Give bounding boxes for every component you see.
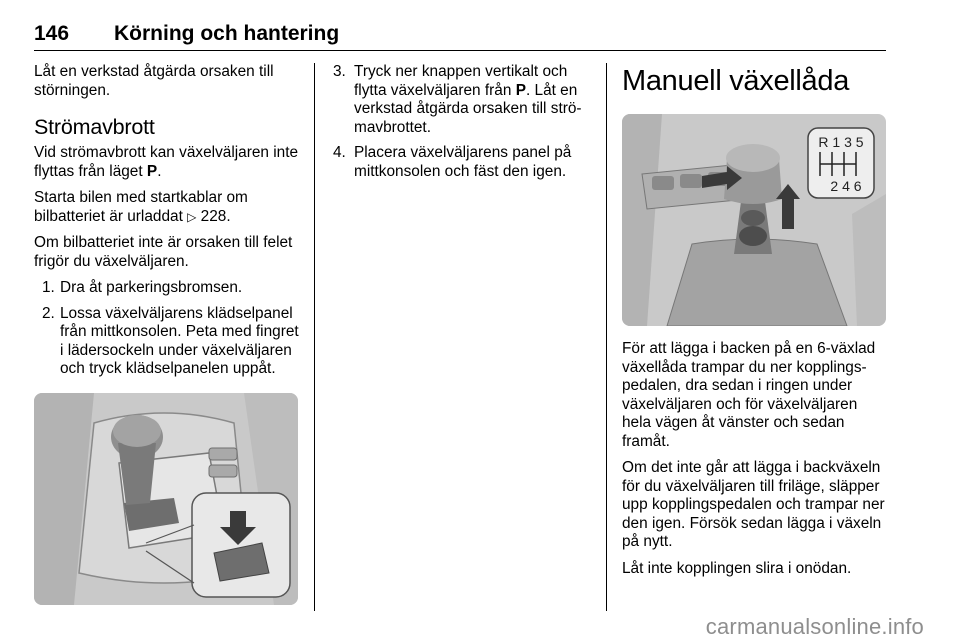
page-number: 146 — [34, 22, 70, 45]
column-3 — [622, 60, 886, 586]
page-reference[interactable]: 228. — [200, 207, 231, 225]
release-selector-paragraph: Om bilbatteriet inte är orsaken till felet frigör du växelväljaren. — [34, 234, 293, 270]
watermark: carmanualsonline.info — [705, 614, 924, 639]
reverse-gear-paragraph: För att lägga i backen på en 6-växlad växellåda trampar du ner kopplingspedalen, dra sedan i ringen under växelväljaren och för växelväljaren hela vägen åt vänster och sedan framåt. — [622, 340, 876, 450]
clutch-warning-paragraph: Låt inte kopplingen slira i onödan. — [622, 559, 852, 577]
reverse-gear-retry-paragraph: Om det inte går att lägga i backväxeln för du växelväljaren till friläge, släpper upp kopplingspedalen och trampar ner den igen. Försök sedan lägga i växeln på nytt. — [622, 459, 885, 550]
jump-start-paragraph: Starta bilen med startkablar om bilbatteriet är urladdat ▷ 228. — [34, 189, 248, 225]
selector-trim-panel-figure — [34, 393, 298, 605]
page-header — [34, 22, 886, 51]
gear-pattern-bottom: 2 4 6 — [830, 178, 862, 194]
gear-p-label: P — [146, 162, 158, 180]
column-divider-1 — [314, 63, 315, 611]
steps-list-1 — [34, 279, 300, 379]
gear-p-label: P — [515, 81, 526, 99]
list-item: 2. Lossa växelväljarens klädselpanel från mittkonsolen. Peta med fingret i lädersockeln under växelväljaren och tryck klädselpanelen uppåt. — [42, 304, 299, 377]
gear-pattern-top: R 1 3 5 — [818, 134, 864, 150]
intro-paragraph: Låt en verkstad åtgärda orsaken till störningen. — [34, 63, 274, 99]
steps-list-2 — [333, 63, 595, 181]
section-title-power-failure: Strömavbrott — [34, 115, 155, 139]
power-failure-paragraph: Vid strömavbrott kan växelväljaren inte flyttas från läget P. — [34, 144, 299, 180]
list-item: 1. Dra åt parkeringsbromsen. — [42, 279, 243, 296]
column-divider-2 — [606, 63, 607, 611]
column-1 — [34, 63, 300, 387]
chapter-title: Körning och hantering — [114, 22, 340, 45]
section-title-manual-gearbox: Manuell växellåda — [622, 65, 850, 97]
list-item: 4. Placera växelväljarens panel på mittkonsolen och fäst den igen. — [333, 144, 572, 180]
list-item: 3. Tryck ner knappen vertikalt och flytta växelväljaren från P. Låt en verkstad åtgärda orsaken till strömavbrottet. — [333, 63, 582, 136]
page-reference-arrow-icon: ▷ — [187, 209, 197, 224]
manual-gear-lever-figure — [622, 114, 886, 326]
column-2 — [333, 63, 595, 189]
